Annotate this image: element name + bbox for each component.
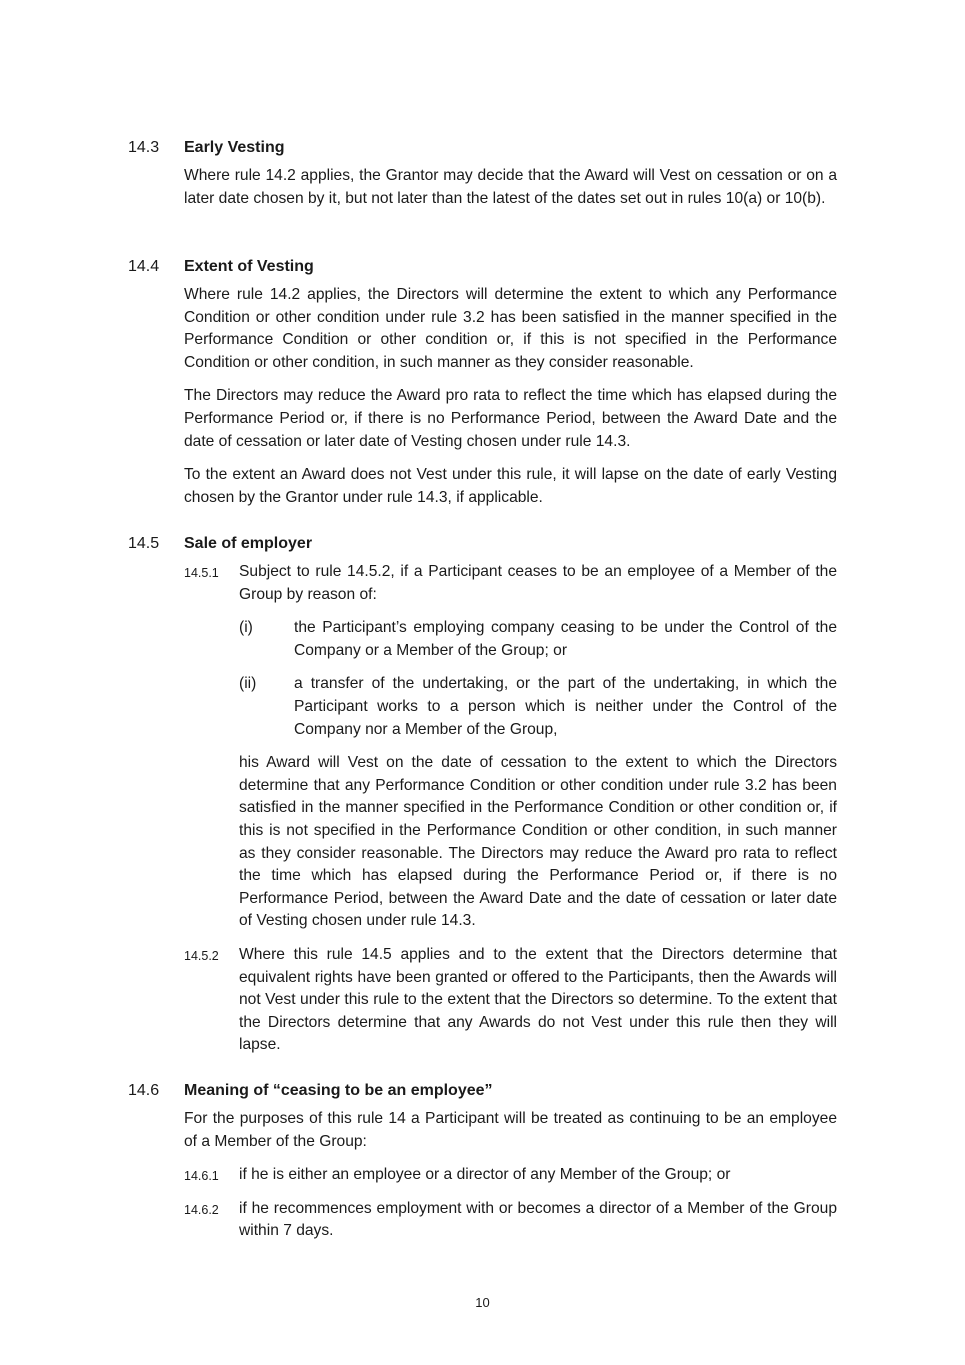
page-number: 10	[475, 1295, 490, 1310]
paragraph: The Directors may reduce the Award pro rata to reflect the time which has elapsed during the Performance Period or, if there is no Performance Period, between the Award Date and the date of cessation or later date of Vesting chosen under rule 14.3.	[184, 387, 837, 450]
section-title: Meaning of “ceasing to be an employee”	[184, 1082, 493, 1099]
subsection-text: if he is either an employee or a director of any Member of the Group; or	[239, 1166, 731, 1184]
section-heading	[128, 533, 838, 555]
section-title: Extent of Vesting	[184, 258, 314, 275]
section-14-5	[128, 533, 838, 1057]
list-item-text: a transfer of the undertaking, or the part of the undertaking, in which the Participant works to a person which is neither under the Control of the Company nor a Member of the Group,	[294, 675, 837, 738]
subsection-14-6-1	[184, 1164, 837, 1187]
section-heading	[128, 1080, 838, 1102]
section-heading	[128, 137, 838, 159]
list-item	[239, 617, 837, 662]
subsection-text: Where this rule 14.5 applies and to the extent that the Directors determine that equivalent rights have been granted or offered to the Participants, then the Awards will not Vest under this rule to the extent that the Directors so determine. To the extent that the Directors determine that any Awards do not Vest under this rule then they will lapse.	[239, 945, 837, 1054]
section-14-3	[128, 137, 838, 210]
section-heading	[128, 256, 838, 278]
subsection-text: if he recommences employment with or becomes a director of a Member of the Group within 7 days.	[239, 1199, 837, 1240]
subsection-number: 14.6.1	[184, 1169, 219, 1184]
subsection-14-5-1	[184, 561, 837, 606]
section-title: Early Vesting	[184, 139, 285, 156]
subsection-text: Subject to rule 14.5.2, if a Participant ceases to be an employee of a Member of the Group by reason of:	[239, 563, 837, 603]
subsection-number: 14.6.2	[184, 1202, 219, 1217]
subsection-14-5-2	[184, 944, 837, 1057]
list-item-number: (i)	[239, 619, 253, 637]
section-14-4	[128, 256, 838, 509]
subsection-number: 14.5.2	[184, 948, 219, 963]
list-item	[239, 673, 837, 741]
subsection-continuation	[184, 752, 837, 933]
paragraph: Where rule 14.2 applies, the Directors will determine the extent to which any Performance Condition or other condition under rule 3.2 has been satisfied in the manner specified in the Performance Condition or other condition or, if this is not specified in the Performance Condition or other condition, in such manner as they consider reasonable.	[184, 286, 837, 371]
list-item-text: the Participant’s employing company ceasing to be under the Control of the Company or a Member of the Group; or	[294, 619, 837, 659]
section-number: 14.5	[128, 535, 160, 552]
paragraph: Where rule 14.2 applies, the Grantor may decide that the Award will Vest on cessation or on a later date chosen by it, but not later than the latest of the dates set out in rules 10(a) or 10(b).	[184, 167, 837, 207]
paragraph: For the purposes of this rule 14 a Participant will be treated as continuing to be an employee of a Member of the Group:	[184, 1110, 837, 1150]
section-14-6	[128, 1080, 838, 1243]
section-number: 14.3	[128, 139, 160, 156]
section-title: Sale of employer	[184, 535, 313, 552]
list-item-number: (ii)	[239, 675, 257, 693]
section-number: 14.4	[128, 258, 160, 275]
paragraph: To the extent an Award does not Vest under this rule, it will lapse on the date of early Vesting chosen by the Grantor under rule 14.3, if applicable.	[184, 466, 837, 506]
continuation-text: his Award will Vest on the date of cessation to the extent to which the Directors determine that any Performance Condition or other condition under rule 3.2 has been satisfied in the manner specified in the Performance Condition or other condition or, if this is not specified in the Performance Condition or other condition, in such manner as they consider reasonable. The Directors may reduce the Award pro rata to reflect the time which has elapsed during the Performance Period or, if there is no Performance Period, between the Award Date and the date of cessation or later date of Vesting chosen under rule 14.3.	[239, 754, 837, 930]
subsection-14-6-2	[184, 1198, 837, 1243]
subsection-number: 14.5.1	[184, 566, 219, 580]
section-number: 14.6	[128, 1082, 160, 1099]
